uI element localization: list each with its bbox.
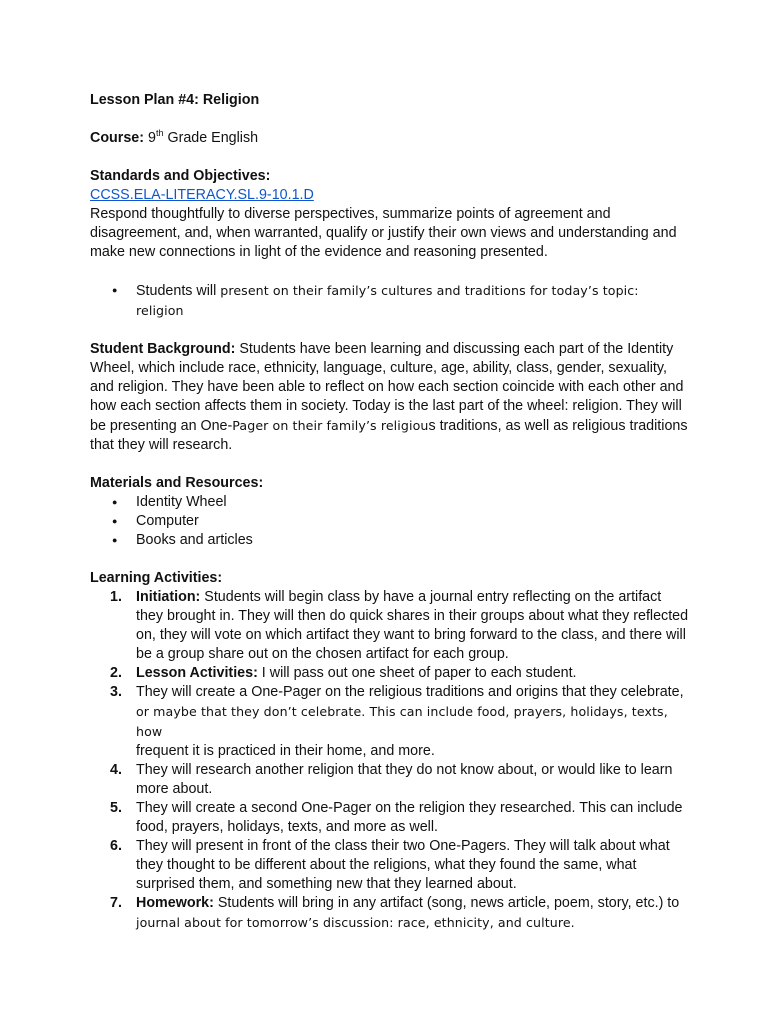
lesson-title: Lesson Plan #4: Religion xyxy=(90,92,260,108)
activity-item: 7. Homework: Students will bring in any artifact (song, news article, poem, story, etc.) to journal about for tomorrow’s discussion: race, ethnicity, and culture. xyxy=(110,895,680,930)
activities-heading: Learning Activities: xyxy=(90,570,223,586)
student-background: Student Background: Students have been learning and discussing each part of the Identity Wheel, which include race, ethnicity, language, culture, age, ability, class, gender, sexuality, and religion. They have been able to reflect on how each section coincide with each other and how each section affects them in society. Today is the last part of the wheel: religion. They will be presenting an One-Pager on their family’s religious traditions, as well as religious traditions that they will research. xyxy=(90,341,688,453)
standards-heading: Standards and Objectives: xyxy=(90,168,271,184)
objectives-list xyxy=(90,281,690,321)
activity-item: 2. Lesson Activities: I will pass out one sheet of paper to each student. xyxy=(110,665,577,681)
list-item: ● Computer xyxy=(90,512,690,531)
materials-heading: Materials and Resources: xyxy=(90,475,264,491)
activity-item: 6. They will present in front of the class their two One-Pagers. They will talk about what they thought to be different about the religions, what they found the same, what surprised them, and something new that they learned about. xyxy=(110,838,670,892)
activities-list xyxy=(90,588,690,933)
list-item: ● Identity Wheel xyxy=(90,493,690,512)
course-value-sup: th xyxy=(155,128,164,139)
course-value-pre: 9 xyxy=(144,130,156,146)
background-label: Student Background: xyxy=(90,341,236,357)
standard-link[interactable]: CCSS.ELA-LITERACY.SL.9-10.1.D xyxy=(90,187,314,203)
standard-text: Respond thoughtfully to diverse perspectives, summarize points of agreement and disagreement, and, when warranted, qualify or justify their own views and understanding and make new connections in light of the evidence and reasoning presented. xyxy=(90,206,677,260)
course-line xyxy=(90,129,690,148)
activity-item: 4. They will research another religion that they do not know about, or would like to learn more about. xyxy=(110,762,673,797)
lesson-plan-document xyxy=(90,91,690,933)
materials-list xyxy=(90,493,690,550)
course-value-post: Grade English xyxy=(163,130,259,146)
activity-item: 5. They will create a second One-Pager on the religion they researched. This can include food, prayers, holidays, texts, and more as well. xyxy=(110,800,683,835)
activity-item: 3. They will create a One-Pager on the religious traditions and origins that they celebrate, or maybe that they don’t celebrate. This can include food, prayers, holidays, texts, how frequent it is practiced in their home, and more. xyxy=(110,684,684,759)
course-label: Course: xyxy=(90,130,145,146)
objective-item: ● Students will present on their family’s cultures and traditions for today’s topic: religion xyxy=(90,281,690,321)
activity-item: 1. Initiation: Students will begin class by have a journal entry reflecting on the artifact they brought in. They will then do quick shares in their groups about what they reflected on, they will vote on which artifact they want to bring forward to the class, and there will be a group share out on the chosen artifact for each group. xyxy=(110,589,689,662)
list-item: ● Books and articles xyxy=(90,531,690,550)
